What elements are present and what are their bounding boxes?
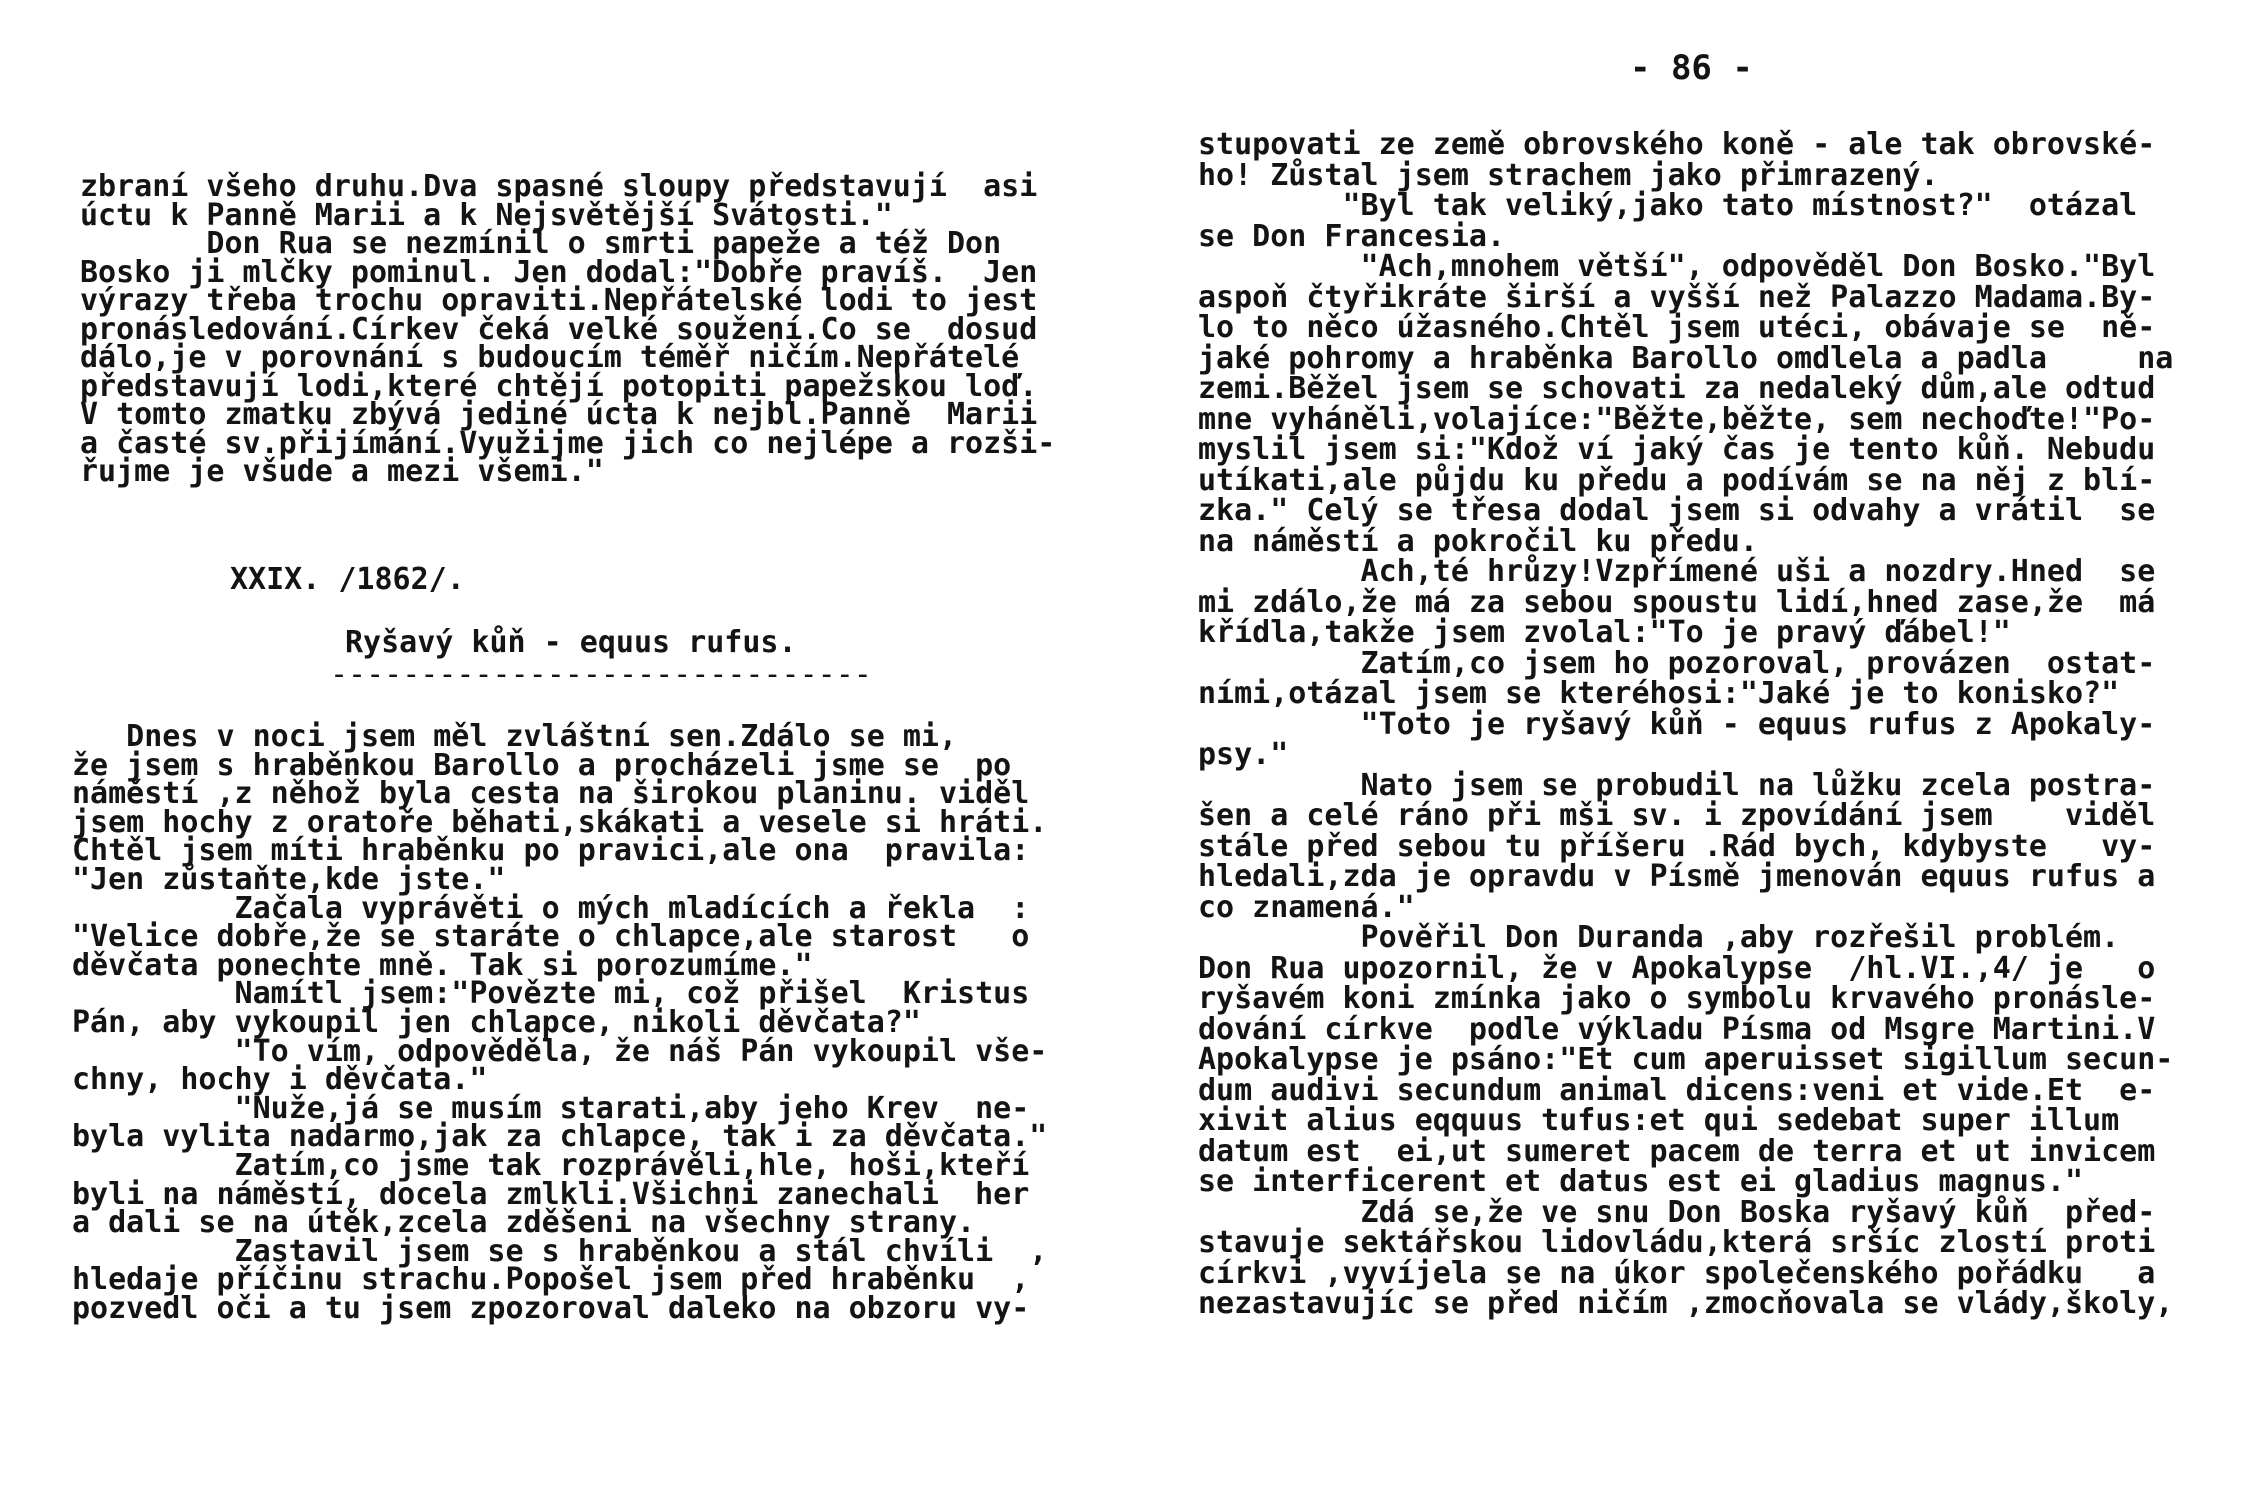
text-line: mi zdálo,že má za sebou spoustu lidí,hned zase,že má: [1198, 584, 2156, 620]
text-line: Pověřil Don Duranda ,aby rozřešil problém.: [1198, 920, 2120, 955]
text-line: Dnes v noci jsem měl zvláštní sen.Zdálo se mi,: [72, 719, 958, 754]
text-line: a dali se na útěk,zcela zděšeni na všechny strany.: [72, 1205, 976, 1241]
text-line: na náměstí a pokročil ku předu.: [1198, 523, 1758, 559]
text-line: pronásledování.Církev čeká velké soužení.Co se dosud: [80, 311, 1038, 347]
text-line: zbraní všeho druhu.Dva spasné sloupy představují asi: [80, 169, 1038, 204]
title-rule: ------------------------------: [330, 657, 872, 692]
text-line: hledali,zda je opravdu v Písmě jmenován equus rufus a: [1198, 859, 2156, 894]
right-page: [1130, 0, 2260, 1500]
text-line: představují lodi,které chtějí potopiti papežskou loď.: [80, 368, 1038, 404]
text-line: církvi ,vyvíjela se na úkor společenského pořádku a: [1198, 1255, 2156, 1291]
text-line: Zatím,co jsem ho pozoroval, provázen ostat-: [1198, 645, 2156, 681]
text-line: xivit alius eqquus tufus:et qui sedebat super illum: [1198, 1103, 2120, 1138]
text-line: stavuje sektářskou lidovládu,která sršíc zlostí proti: [1198, 1225, 2156, 1260]
text-line: pozvedl oči a tu jsem zpozoroval daleko na obzoru vy-: [72, 1291, 1030, 1326]
text-line: "Velice dobře,že se staráte o chlapce,ale starost o: [72, 919, 1030, 955]
chapter-number: XXIX. /1862/.: [230, 562, 465, 597]
text-line: "Jen zůstaňte,kde jste.": [72, 862, 506, 897]
text-line: Don Rua se nezmínil o smrti papeže a též Don: [80, 226, 1002, 261]
text-line: hledaje příčinu strachu.Popošel jsem před hraběnku ,: [72, 1262, 1030, 1298]
text-line: se Don Francesia.: [1198, 218, 1506, 254]
text-line: utíkati,ale půjdu ku předu a podívám se na něj z blí-: [1198, 462, 2156, 498]
text-line: dum audivi secundum animal dicens:veni et vide.Et e-: [1198, 1072, 2156, 1108]
text-line: jsem hochy z oratoře běhati,skákati a vesele si hráti.: [72, 804, 1048, 840]
text-line: ho! Zůstal jsem strachem jako přimrazený.: [1198, 157, 1939, 193]
text-line: Pán, aby vykoupil jen chlapce, nikoli děvčata?": [72, 1005, 921, 1040]
text-line: myslil jsem si:"Kdož ví jaký čas je tento kůň. Nebudu: [1198, 432, 2156, 467]
text-line: Začala vyprávěti o mých mladících a řekla :: [72, 890, 1030, 926]
text-line: dálo,je v porovnání s budoucím téměř ničím.Nepřátelé: [80, 340, 1020, 375]
text-line: Zastavil jsem se s hraběnkou a stál chvíli ,: [72, 1233, 1048, 1269]
text-line: stupovati ze země obrovského koně - ale tak obrovské-: [1198, 127, 2156, 162]
text-line: V tomto zmatku zbývá jediné úcta k nejbl.Panně Marii: [80, 397, 1038, 432]
page-number: - 86 -: [1630, 48, 1753, 88]
text-line: se interficerent et datus est ei gladius magnus.": [1198, 1164, 2084, 1199]
text-line: Chtěl jsem míti hraběnku po pravici,ale ona pravila:: [72, 833, 1030, 869]
text-line: stále před sebou tu příšeru .Rád bych, kdybyste vy-: [1198, 828, 2156, 864]
text-line: Bosko ji mlčky pominul. Jen dodal:"Dobře pravíš. Jen: [80, 254, 1038, 290]
text-line: šen a celé ráno při mši sv. i zpovídání jsem viděl: [1198, 798, 2156, 833]
text-line: chny, hochy i děvčata.": [72, 1062, 488, 1098]
text-line: že jsem s hraběnkou Barollo a procházeli jsme se po: [72, 747, 1012, 783]
text-line: Zdá se,že ve snu Don Boska ryšavý kůň před-: [1198, 1194, 2156, 1230]
text-line: "Nuže,já se musím starati,aby jeho Krev ne-: [72, 1090, 1030, 1126]
text-line: a časté sv.přijímání.Využijme jich co nejlépe a rozši-: [80, 425, 1056, 461]
text-line: mne vyháněli,volajíce:"Běžte,běžte, sem nechoďte!"Po-: [1198, 401, 2156, 437]
text-line: byli na náměstí, docela zmlkli.Všichni zanechali her: [72, 1176, 1030, 1212]
text-line: "To vím, odpověděla, že náš Pán vykoupil vše-: [72, 1033, 1048, 1069]
text-line: Apokalypse je psáno:"Et cum aperuisset sigillum secun-: [1198, 1042, 2174, 1077]
text-line: aspoň čtyřikráte širší a vyšší než Palazzo Madama.By-: [1198, 279, 2156, 315]
text-line: řujme je všude a mezi všemi.": [80, 454, 604, 489]
text-line: co znamená.": [1198, 889, 1415, 925]
text-line: náměstí ,z něhož byla cesta na širokou planinu. viděl: [72, 776, 1030, 812]
text-line: Ach,té hrůzy!Vzpřímené uši a nozdry.Hned se: [1198, 554, 2156, 589]
text-line: nezastavujíc se před ničím ,zmocňovala se vlády,školy,: [1198, 1286, 2174, 1321]
text-line: ními,otázal jsem se kteréhosi:"Jaké je to konisko?": [1198, 676, 2120, 711]
text-line: datum est ei,ut sumeret pacem de terra et ut invicem: [1198, 1133, 2156, 1169]
text-line: "Ach,mnohem větší", odpověděl Don Bosko."Byl: [1198, 249, 2156, 284]
text-line: byla vylita nadarmo,jak za chlapce, tak i za děvčata.": [72, 1119, 1048, 1155]
text-line: Zatím,co jsme tak rozprávěli,hle, hoši,kteří: [72, 1148, 1030, 1183]
text-line: děvčata ponechte mně. Tak si porozumíme.": [72, 947, 813, 983]
text-line: křídla,takže jsem zvolal:"To je pravý ďábel!": [1198, 615, 2011, 650]
text-line: zemi.Běžel jsem se schovati za nedaleký dům,ale odtud: [1198, 371, 2156, 406]
text-line: ryšavém koni zmínka jako o symbolu krvavého pronásle-: [1198, 981, 2156, 1016]
text-line: dování církve podle výkladu Písma od Msgre Martini.V: [1198, 1011, 2156, 1047]
text-line: Don Rua upozornil, že v Apokalypse /hl.VI.,4/ je o: [1198, 950, 2156, 986]
text-line: úctu k Panně Marii a k Nejsvětější Svátosti.": [80, 197, 893, 233]
text-line: jaké pohromy a hraběnka Barollo omdlela a padla na: [1198, 340, 2174, 376]
text-line: "Toto je ryšavý kůň - equus rufus z Apokaly-: [1198, 706, 2156, 742]
chapter-title: Ryšavý kůň - equus rufus.: [345, 625, 797, 660]
text-line: Namítl jsem:"Povězte mi, což přišel Kristus: [72, 976, 1030, 1012]
text-line: Nato jsem se probudil na lůžku zcela postra-: [1198, 767, 2156, 803]
text-line: zka." Celý se třesa dodal jsem si odvahy a vrátil se: [1198, 493, 2156, 528]
text-line: "Byl tak veliký,jako tato místnost?" otázal: [1198, 188, 2138, 223]
text-line: psy.": [1198, 737, 1289, 772]
text-line: výrazy třeba trochu opraviti.Nepřátelské lodi to jest: [80, 283, 1038, 318]
text-line: lo to něco úžasného.Chtěl jsem utéci, obávaje se ně-: [1198, 310, 2156, 345]
